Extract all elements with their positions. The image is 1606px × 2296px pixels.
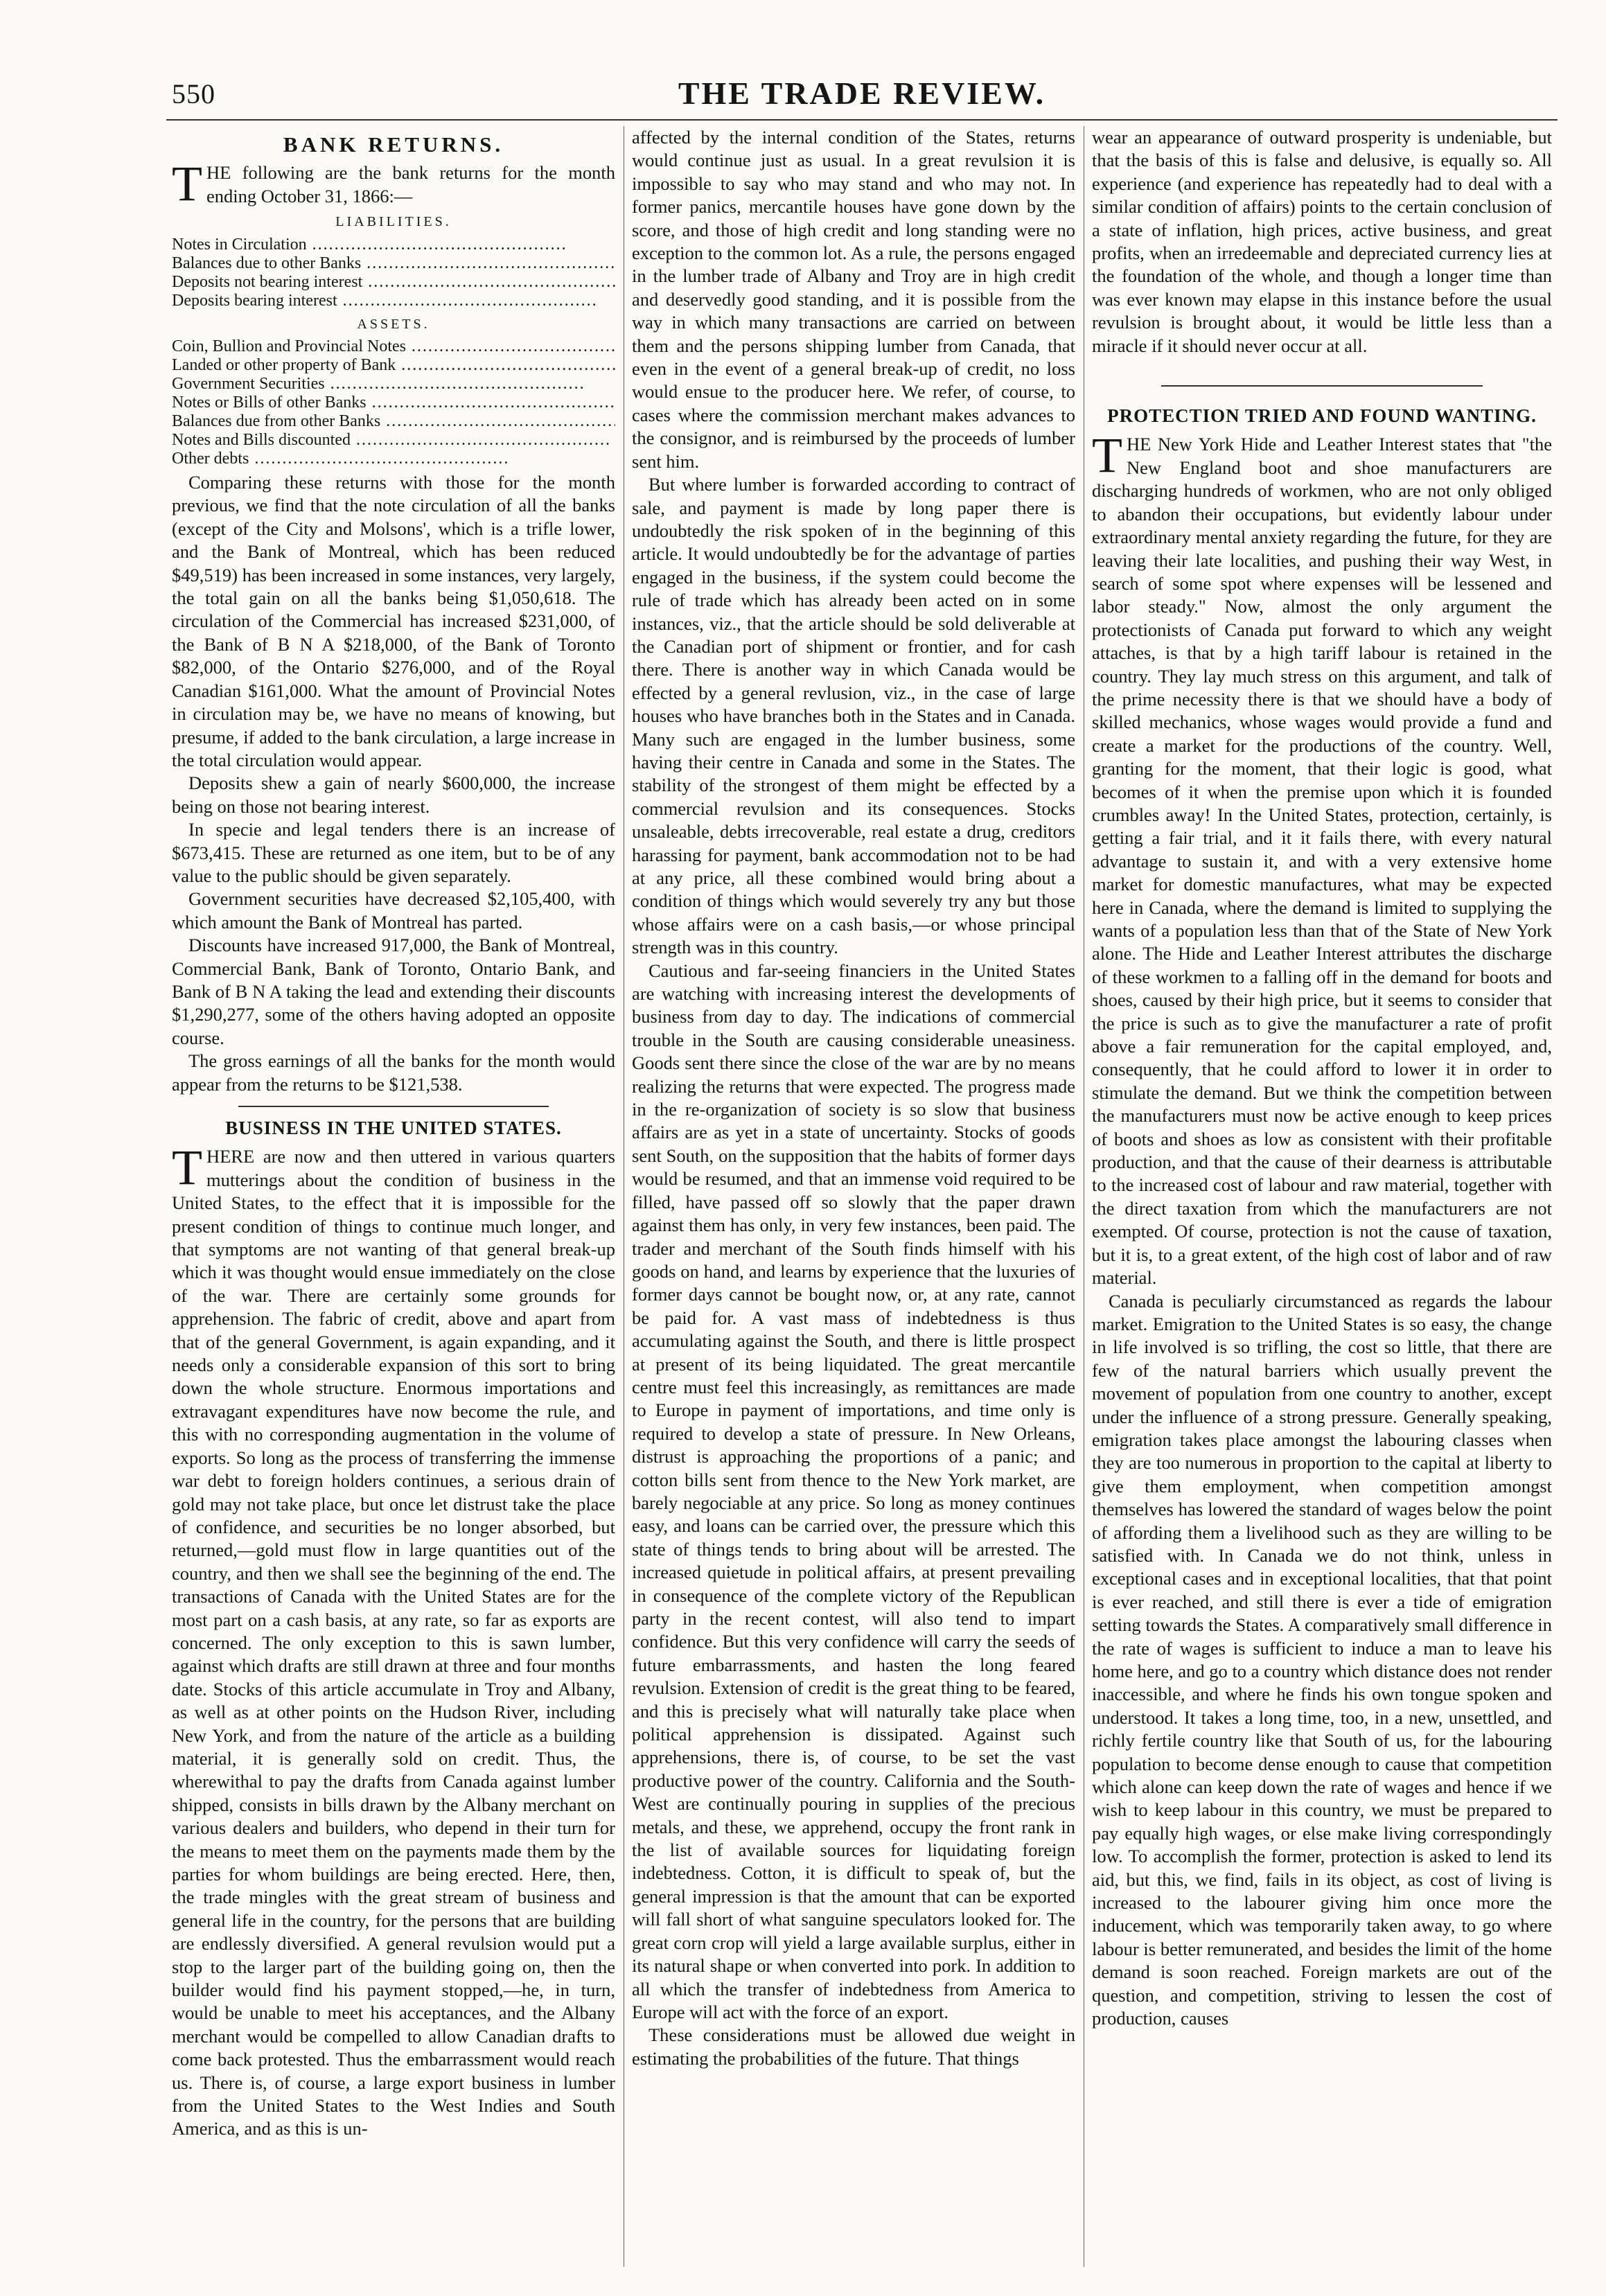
running-head: THE TRADE REVIEW. — [678, 76, 1046, 111]
ledger-label: Notes and Bills discounted ..... — [172, 431, 615, 450]
ledger-label: Deposits bearing interest ..... — [172, 292, 615, 310]
bank-returns-paragraph: The gross earnings of all the banks for the month would appear from the returns to be $121,538. — [172, 1050, 615, 1095]
ledger-label: Landed or other property of Bank ..... — [172, 356, 615, 375]
bank-returns-intro: THE following are the bank returns for the month ending October 31, 1866:— — [172, 156, 615, 212]
table-row — [172, 273, 615, 292]
business-article-headline: BUSINESS IN THE UNITED STATES. — [225, 1118, 562, 1138]
table-row — [172, 292, 615, 310]
table-row — [172, 356, 615, 375]
bank-returns-paragraph: Comparing these returns with those for the month previous, we find that the note circulation of all the banks (except of the City and Molsons', which is a trifle lower, and the Bank of Montreal, which has been reduced $49,519) has been increased in some instances, very largely, the total gain on all the banks being $1,050,618. The circulation of the Commercial has increased $231,000, of the Bank of B N A $218,000, of the Bank of Toronto $82,000, of the Ontario $276,000, and of the Royal Canadian $161,000. What the amount of Provincial Notes in circulation may be, we have no means of knowing, but presume, if added to the bank circulation, a large increase in the total circulation would appear. — [172, 472, 615, 770]
table-row — [172, 337, 615, 356]
ledger-label: Other debts ..... — [172, 450, 615, 468]
bank-returns-paragraph: Government securities have decreased $2,105,400, with which amount the Bank of Montreal has parted. — [172, 888, 615, 933]
ledger-label: Deposits not bearing interest ..... — [172, 273, 615, 292]
table-row — [172, 450, 615, 468]
bank-returns-paragraph: In specie and legal tenders there is an increase of $673,415. These are returned as one item, but to be of any value to the public should be given separately. — [172, 819, 615, 886]
protection-article-paragraph: THE New York Hide and Leather Interest states that "the New England boot and shoe manufacturers are discharging hundreds of workmen, who are not only obliged to abandon their occupations, but evidently labour under extraordinary mental anxiety regarding the future, for they are leaving their late localities, and pushing their way West, in search of some spot where expenses will be lessened and labor steady." Now, almost the only argument the protectionists of Canada put forward to which any weight attaches, is that by a high tariff labour is retained in the country. They lay much stress on this argument, and talk of the prime necessity there is that we should have a body of skilled mechanics, whose wages would provide a fund and create a market for the productions of the country. Well, granting for the moment, that their logic is good, what becomes of it when the premise upon which it is founded crumbles away! In the United States, protection, certainly, is getting a fair trial, and it it fails there, with every natural advantage to sustain it, and with a very extensive home market for domestic manufactures, what may be expected here in Canada, where the demand is limited to supplying the wants of a population less than that of the State of New York alone. The Hide and Leather Interest attributes the discharge of these workmen to a falling off in the demand for boots and shoes, caused by their high price, but it seems to consider that the price is such as to give the manufacturer a rate of profit above a fair remuneration for the capital employed, and, consequently, that he could afford to lower it in order to stimulate the demand. But we think the competition between the manufacturers must now be active enough to keep prices of boots and shoes as low as consistent with their profitable production, and that the cause of their dearness is attributable to the increased cost of labour and raw material, together with the direct taxation from which the manufacturers are not exempted. Of course, protection is not the cause of taxation, but it is, to a great extent, of the high cost of labor and of raw material. — [1092, 427, 1552, 1289]
ledger-label: Balances due to other Banks ..... — [172, 254, 615, 273]
business-article-paragraph: affected by the internal condition of the States, returns would continue just as usual. In a great revulsion it is impossible to say who may stand and who may not. In former panics, mercantile houses have gone down by the score, and those of high credit and long standing were no exception to the common lot. As a rule, the persons engaged in the lumber trade of Albany and Troy are in high credit and deservedly good standing, and it is possible from the way in which many transactions are carried on between them and the persons shipping lumber from Canada, that even in the event of a general break-up of credit, no loss would ensue to the producer here. We refer, of course, to cases where the commission merchant makes advances to the consignor, and is reimbursed by the proceeds of lumber sent him. — [632, 127, 1075, 472]
business-article-paragraph: But where lumber is forwarded according to contract of sale, and payment is made by long paper there is undoubtedly the risk spoken of in the beginning of this article. It would undoubtedly be for the advantage of parties engaged in the business, if the system could become the rule of trade which has already been acted on in some instances, viz., that the article should be sold deliverable at the Canadian port of shipment or frontier, and for cash there. There is another way in which Canada would be effected by a general revlusion, viz., in the case of large houses who have branches both in the States and in Canada. Many such are engaged in the lumber business, some having their centre in Canada and some in the States. The stability of the strongest of them might be effected by a commercial revulsion and its consequences. Stocks unsaleable, debts irrecoverable, real estate a drug, creditors harassing for payment, bank accommodation not to be had at any price, all these combined would bring about a condition of things which would severely try any but those whose affairs were on a cash basis,—or whose principal strength was in this country. — [632, 474, 1075, 958]
ledger-label: Notes in Circulation ..... — [172, 236, 615, 254]
business-article-paragraph: Cautious and far-seeing financiers in the United States are watching with increasing interest the developments of business from day to day. The indications of commercial trouble in the South are causing considerable uneasiness. Goods sent there since the close of the war are by no means realizing the returns that were expected. The progress made in the re-organization of society is so slow that business affairs are as yet in a state of uncertainty. Stocks of goods sent South, on the supposition that the habits of former days would be resumed, and that an immense void required to be filled, have passed off so slowly that the paper drawn against them has only, in very few instances, been paid. The trader and merchant of the South finds himself with his goods on hand, and learns by experience that the luxuries of former days cannot be bought now, or, at any rate, cannot be paid for. A vast mass of indebtedness is thus accumulating against the South, and there is little prospect at present of its being liquidated. The great mercantile centre must feel this increasingly, as remittances are made to Europe in payment of importations, and time only is required to develop a state of pressure. In New Orleans, distrust is approaching the proportions of a panic; and cotton bills sent from thence to the New York market, are barely negociable at any price. So long as money continues easy, and loans can be carried over, the pressure which this state of things tends to bring about will be arrested. The increased quietude in political affairs, at present prevailing in consequence of the complete victory of the Republican party in the recent contest, will also tend to impart confidence. But this very confidence will carry the seeds of future embarrassments, and hasten the long feared revulsion. Extension of credit is the great thing to be feared, and this is precisely what will naturally take place when political apprehension is dissipated. Against such apprehensions, there is, of course, to be set the vast productive power of the country. California and the South-West are continually pouring in supplies of the precious metals, and these, we apprehend, occupy the front rank in the list of available sources for liquidating foreign indebtedness. Cotton, it is difficult to speak of, but the general impression is that the amount that can be exported will fall short of what sanguine speculators looked for. The great corn crop will yield a large available surplus, either in its natural shape or when converted into pork. In addition to all which the transfer of indebtedness from America to Europe will act with the force of an export. — [632, 960, 1075, 2022]
bank-returns-paragraph: Discounts have increased 917,000, the Bank of Montreal, Commercial Bank, Bank of Toronto, Ontario Bank, and Bank of B N A taking the lead and extending their discounts $1,290,277, some of the others having adopted an opposite course. — [172, 935, 615, 1048]
ledger-label: Coin, Bullion and Provincial Notes ..... — [172, 337, 615, 356]
section-divider — [1161, 385, 1483, 387]
liabilities-table — [172, 236, 615, 310]
ledger-label: Notes or Bills of other Banks ..... — [172, 394, 615, 412]
page-header — [166, 69, 1558, 121]
table-row — [172, 375, 615, 394]
business-article-paragraph: These considerations must be allowed due weight in estimating the probabilities of the future. That things — [632, 2024, 1075, 2069]
article-columns — [166, 126, 1558, 2267]
table-row — [172, 394, 615, 412]
ledger-label: Government Securities ..... — [172, 375, 615, 394]
business-article-paragraph: wear an appearance of outward prosperity is undeniable, but that the basis of this is false and delusive, is equally so. All experience (and experience has repeatedly had to deal with a similar condition of affairs) points to the certain conclusion of a state of inflation, high prices, active business, and great profits, when an irredeemable and depreciated currency lies at the foundation of the whole, and though a longer time than was ever known may elapse in this instance before the usual revulsion is brought about, it would be little less than a miracle if it should never occur at all. — [1092, 127, 1552, 356]
column-1 — [172, 126, 615, 2267]
protection-article-paragraph: Canada is peculiarly circumstanced as regards the labour market. Emigration to the United States is so easy, the change in life involved is so trifling, the cost so little, that there are few of the natural barriers which usually prevent the movement of population from one country to another, except under the influence of a strong pressure. Generally speaking, emigration takes place amongst the labouring classes when they are too numerous in proportion to the capital at liberty to give them employment, when competition amongst themselves has lowered the standard of wages below the point of affording them a livelihood such as they are willing to be satisfied with. In Canada we do not think, unless in exceptional cases and in exceptional localities, that that point is ever reached, and still there is ever a tide of emigration setting towards the States. A comparatively small difference in the rate of wages is sufficient to induce a man to leave his home here, and go to a country which distance does not render inaccessible, and where he finds his own tongue spoken and understood. It takes a long time, too, in a new, unsettled, and richly fertile country like that South of us, for the labouring population to become dense enough to cause that competition which alone can keep down the rate of wages and hence if we wish to keep labour in this country, we must be prepared to pay equally high wages, or else make living correspondingly low. To accomplish the former, protection is asked to lend its aid, but this, we find, fails in its object, as cost of living is increased to the labourer giving him once more the inducement, which was temporarily taken away, to go where labour is better remunerated, and besides the limit of the home demand is soon reached. Foreign markets are out of the question, and competition, striving to lessen the cost of production, causes — [1092, 1290, 1552, 2029]
section-divider — [238, 1106, 549, 1107]
column-3 — [1092, 126, 1552, 2267]
business-article-paragraph: THERE are now and then uttered in various quarters mutterings about the condition of business in the United States, to the effect that it is impossible for the present condition of things to continue much longer, and that symptoms are not wanting of that general break-up which it was thought would ensue immediately on the close of the war. There are certainly some grounds for apprehension. The fabric of credit, above and apart from that of the general Government, is again expanding, and it needs only a considerable expansion of this sort to bring down the whole structure. Enormous importations and extravagant expenditures have now become the rule, and this with no corresponding augmentation in the volume of exports. So long as the process of transferring the immense war debt to foreign holders continues, a serious drain of gold may not take place, but once let distrust take the place of confidence, and securities be no longer absorbed, but returned,—gold must flow in large quantities out of the country, and then we shall see the beginning of the end. The transactions of Canada with the United States are for the most part on a cash basis, at any rate, so far as exports are concerned. The only exception to this is sawn lumber, against which drafts are still drawn at three and four months date. Stocks of this article accumulate in Troy and Albany, as well as at other points on the Hudson River, including New York, and from the nature of the article as a building material, it is generally sold on credit. Thus, the wherewithal to pay the drafts from Canada against lumber shipped, consists in bills drawn by the Albany merchant on various dealers and builders, who depend in their turn for the means to meet them on the payments made them by the parties for whom buildings are being erected. Here, then, the trade mingles with the great stream of business and general life in the country, for the persons that are building are endlessly diversified. A general revulsion would put a stop to the larger part of the building going on, then the builder would find his payment stopped,—he, in turn, would be unable to meet his acceptances, and the Albany merchant would be compelled to allow Canadian drafts to come back protested. Thus the embarrassment would reach us. There is, of course, a large export business in lumber from the United States to the West Indies and South America, and as this is un- — [172, 1140, 615, 2139]
table-row — [172, 431, 615, 450]
ledger-label: Balances due from other Banks ..... — [172, 412, 615, 431]
page-number: 550 — [172, 78, 215, 109]
bank-returns-paragraph: Deposits shew a gain of nearly $600,000, the increase being on those not bearing interest. — [172, 772, 615, 817]
protection-article-headline: PROTECTION TRIED AND FOUND WANTING. — [1107, 405, 1537, 427]
assets-title: ASSETS. — [357, 316, 430, 332]
table-row — [172, 236, 615, 254]
table-row — [172, 254, 615, 273]
assets-table — [172, 337, 615, 468]
liabilities-title: LIABILITIES. — [335, 214, 452, 230]
bank-returns-headline: BANK RETURNS. — [283, 132, 504, 157]
column-2 — [632, 126, 1075, 2267]
table-row — [172, 412, 615, 431]
